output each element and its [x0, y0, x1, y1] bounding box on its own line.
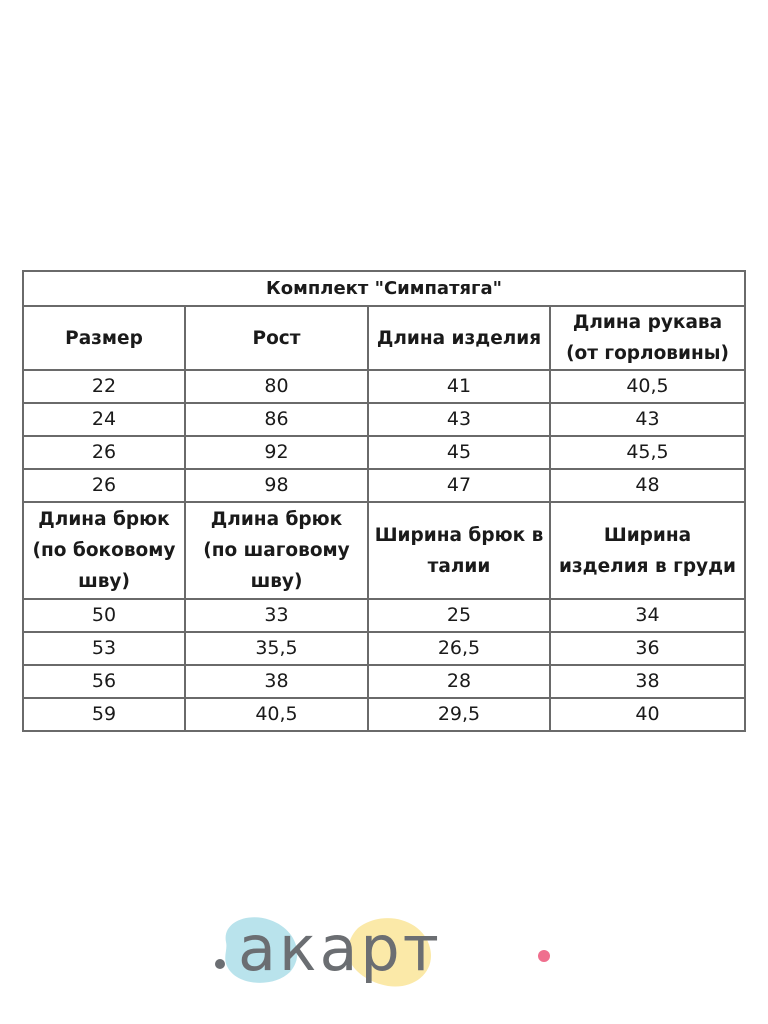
table-cell: 56	[23, 665, 185, 698]
table-cell: 34	[550, 599, 745, 632]
table-cell: 29,5	[368, 698, 550, 731]
table-cell: 47	[368, 469, 550, 502]
table-row	[23, 469, 745, 502]
header-row	[23, 502, 745, 599]
header-line: (по шаговому	[203, 540, 350, 561]
table-cell: 80	[185, 370, 368, 403]
table-cell: 40	[550, 698, 745, 731]
table-cell: 59	[23, 698, 185, 731]
header-line: (от горловины)	[566, 343, 729, 364]
table-title: Комплект "Симпатяга"	[23, 271, 745, 306]
table-cell: 22	[23, 370, 185, 403]
header-line: Длина брюк	[210, 509, 343, 530]
table-row	[23, 698, 745, 731]
header-line: Ширина	[603, 524, 692, 546]
header-line: Длина брюк	[38, 509, 170, 530]
table-row	[23, 599, 745, 632]
table-title-row	[23, 271, 745, 306]
header-cell	[368, 502, 550, 599]
table-row	[23, 403, 745, 436]
table-cell: 48	[550, 469, 745, 502]
table-cell: 38	[185, 665, 368, 698]
table-cell: 25	[368, 599, 550, 632]
table-row	[23, 632, 745, 665]
table-cell: 45	[368, 436, 550, 469]
table-cell: 43	[550, 403, 745, 436]
table-row	[23, 665, 745, 698]
table-cell: 41	[368, 370, 550, 403]
table-row	[23, 370, 745, 403]
table-cell: 53	[23, 632, 185, 665]
table-cell: 26	[23, 469, 185, 502]
header-line: Рост	[252, 327, 301, 349]
table-cell: 24	[23, 403, 185, 436]
header-line: шву)	[78, 571, 130, 592]
table-cell: 40,5	[185, 698, 368, 731]
table-cell: 92	[185, 436, 368, 469]
header-line: Ширина брюк в	[374, 524, 544, 546]
table-cell: 38	[550, 665, 745, 698]
header-cell	[23, 502, 185, 599]
table-row	[23, 436, 745, 469]
table-cell: 26	[23, 436, 185, 469]
logo-wordmark: акарт	[238, 912, 442, 985]
header-line: шву)	[250, 571, 303, 592]
table-cell: 86	[185, 403, 368, 436]
header-cell	[185, 502, 368, 599]
table-cell: 26,5	[368, 632, 550, 665]
header-cell	[368, 306, 550, 370]
logo-pink-dot	[538, 950, 550, 962]
table-cell: 50	[23, 599, 185, 632]
header-line: Длина рукава	[572, 312, 723, 333]
header-line: талии	[427, 555, 491, 577]
table-cell: 45,5	[550, 436, 745, 469]
table-cell: 98	[185, 469, 368, 502]
header-cell	[23, 306, 185, 370]
table-cell: 28	[368, 665, 550, 698]
header-row	[23, 306, 745, 370]
header-cell	[550, 502, 745, 599]
header-cell	[550, 306, 745, 370]
table-cell: 40,5	[550, 370, 745, 403]
aksart-logo	[208, 906, 568, 992]
table-cell: 35,5	[185, 632, 368, 665]
header-line: изделия в груди	[558, 555, 737, 577]
table-cell: 36	[550, 632, 745, 665]
header-line: (по боковому	[32, 540, 176, 561]
header-line: Размер	[65, 327, 143, 349]
header-line: Длина изделия	[376, 327, 542, 349]
table-cell: 43	[368, 403, 550, 436]
logo-gray-dot	[215, 959, 225, 969]
header-cell	[185, 306, 368, 370]
table-cell: 33	[185, 599, 368, 632]
size-chart-table	[22, 270, 746, 732]
